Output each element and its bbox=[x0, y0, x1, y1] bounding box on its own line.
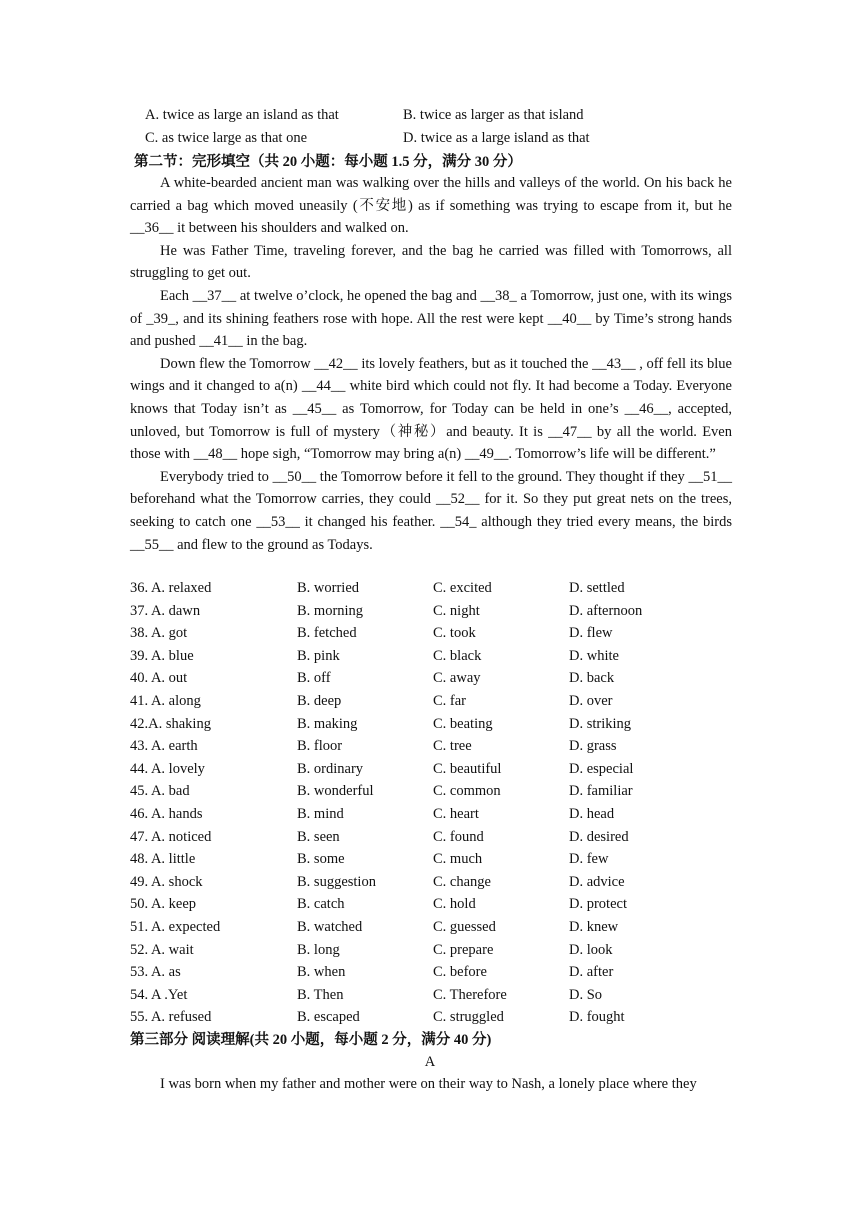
option-choice: D. look bbox=[569, 941, 613, 958]
option-choice: B. mind bbox=[297, 805, 344, 822]
option-choice: B. long bbox=[297, 941, 340, 958]
option-row bbox=[130, 622, 740, 645]
option-choice: D. back bbox=[569, 670, 615, 687]
option-row bbox=[130, 916, 740, 939]
prev-option-c: C. as twice large as that one bbox=[145, 130, 307, 146]
option-row bbox=[130, 577, 740, 600]
option-row bbox=[130, 848, 740, 871]
option-choice: D. after bbox=[569, 964, 614, 981]
option-choice: B. suggestion bbox=[297, 873, 376, 890]
option-choice: C. took bbox=[433, 625, 476, 642]
option-choice: C. hold bbox=[433, 896, 476, 913]
option-choice: C. far bbox=[433, 692, 467, 709]
option-row bbox=[130, 645, 740, 668]
option-choice: D. knew bbox=[569, 918, 619, 935]
passage-paragraph: Down flew the Tomorrow __42__ its lovely feathers, but as it touched the __43__ , off fell its blue wings and it changed to a(n) __44__ white bird which could not fly. It had become a Today. Everyone knows that Today isn’t as __45__ as Tomorrow, for Today can be held in one’s __46__, accepted, unloved, but Tomorrow is full of mystery（神秘）and beauty. It is __47__ by all the world. Even those with __48__ hope sigh, “Tomorrow may bring a(n) __49__. Tomorrow’s life will be different.” bbox=[130, 355, 732, 463]
option-choice: C. beating bbox=[433, 715, 493, 732]
option-choice: 45. A. bad bbox=[130, 783, 190, 800]
option-choice: D. So bbox=[569, 986, 603, 1003]
answer-options-list bbox=[130, 577, 740, 1029]
option-choice: 44. A. lovely bbox=[130, 760, 205, 777]
option-choice: B. Then bbox=[297, 986, 344, 1003]
option-row bbox=[130, 893, 740, 916]
option-choice: C. beautiful bbox=[433, 760, 502, 777]
option-choice: B. when bbox=[297, 964, 346, 981]
option-choice: C. prepare bbox=[433, 941, 494, 958]
option-choice: C. change bbox=[433, 873, 491, 890]
option-choice: 47. A. noticed bbox=[130, 828, 212, 845]
option-choice: C. excited bbox=[433, 580, 492, 596]
option-choice: 52. A. wait bbox=[130, 941, 194, 958]
option-choice: 37. A. dawn bbox=[130, 602, 201, 619]
option-row bbox=[130, 600, 740, 623]
option-choice: D. grass bbox=[569, 738, 617, 755]
option-choice: C. guessed bbox=[433, 918, 496, 935]
option-row bbox=[130, 735, 740, 758]
option-choice: D. desired bbox=[569, 828, 629, 845]
option-choice: D. white bbox=[569, 647, 619, 664]
option-choice: D. protect bbox=[569, 896, 627, 913]
option-choice: 48. A. little bbox=[130, 851, 196, 868]
option-choice: 55. A. refused bbox=[130, 1009, 212, 1026]
option-choice: 51. A. expected bbox=[130, 918, 221, 935]
option-row bbox=[130, 984, 740, 1007]
option-choice: B. ordinary bbox=[297, 760, 364, 777]
option-choice: C. much bbox=[433, 851, 483, 868]
option-choice: C. black bbox=[433, 647, 482, 664]
cloze-passage bbox=[130, 172, 732, 556]
option-choice: 41. A. along bbox=[130, 692, 201, 709]
option-choice: B. morning bbox=[297, 602, 364, 619]
option-choice: D. head bbox=[569, 805, 615, 822]
option-choice: D. few bbox=[569, 851, 609, 868]
option-choice: 40. A. out bbox=[130, 670, 188, 687]
reading-first-line: I was born when my father and mother were on their way to Nash, a lonely place where they bbox=[160, 1076, 697, 1092]
option-choice: C. tree bbox=[433, 738, 472, 755]
option-row bbox=[130, 713, 740, 736]
option-choice: B. catch bbox=[297, 896, 345, 913]
passage-paragraph: He was Father Time, traveling forever, and the bag he carried was filled with Tomorrows, all struggling to get out. bbox=[130, 242, 732, 282]
option-row bbox=[130, 780, 740, 803]
option-choice: B. escaped bbox=[297, 1009, 360, 1026]
passage-paragraph: Each __37__ at twelve o’clock, he opened the bag and __38_ a Tomorrow, just one, with its wings of _39_, and its shining feathers rose with hope. All the rest were kept __40__ by Time’s strong hands and pushed __41__ in the bag. bbox=[130, 287, 732, 350]
option-choice: 50. A. keep bbox=[130, 896, 197, 913]
option-row bbox=[130, 667, 740, 690]
option-choice: 39. A. blue bbox=[130, 647, 194, 664]
option-row bbox=[130, 961, 740, 984]
option-choice: B. pink bbox=[297, 647, 340, 664]
option-row bbox=[130, 758, 740, 781]
option-choice: 49. A. shock bbox=[130, 873, 203, 890]
option-choice: D. especial bbox=[569, 760, 634, 777]
option-choice: B. some bbox=[297, 851, 345, 868]
reading-passage-label: A bbox=[424, 1054, 436, 1070]
option-choice: D. familiar bbox=[569, 783, 633, 800]
option-choice: D. fought bbox=[569, 1009, 625, 1026]
passage-paragraph: Everybody tried to __50__ the Tomorrow before it fell to the ground. They thought if they __51__ beforehand what the Tomorrow carries, they could __52__ for it. So they put great nets on the trees, seeking to catch one __53__ it changed his feather. __54_ although they tried every means, the birds __55__ and flew to the ground as Todays. bbox=[130, 468, 732, 553]
option-choice: C. common bbox=[433, 783, 501, 800]
option-choice: 54. A .Yet bbox=[130, 986, 188, 1003]
prev-option-b: B. twice as larger as that island bbox=[403, 107, 584, 123]
option-choice: B. making bbox=[297, 715, 358, 732]
option-choice: B. off bbox=[297, 670, 331, 687]
passage-paragraph: A white-bearded ancient man was walking over the hills and valleys of the world. On his back he carried a bag which moved uneasily (不安地) as if something was trying to escape from it, but he __36__ it between his shoulders and walked on. bbox=[130, 175, 732, 237]
option-choice: C. heart bbox=[433, 805, 479, 822]
option-choice: B. worried bbox=[297, 580, 360, 596]
option-row bbox=[130, 939, 740, 962]
option-choice: D. advice bbox=[569, 873, 625, 890]
option-choice: C. found bbox=[433, 828, 484, 845]
option-choice: B. fetched bbox=[297, 625, 357, 642]
option-choice: 43. A. earth bbox=[130, 738, 198, 755]
option-choice: 38. A. got bbox=[130, 625, 188, 642]
option-row bbox=[130, 803, 740, 826]
option-row bbox=[130, 1006, 740, 1029]
option-choice: B. seen bbox=[297, 828, 340, 845]
option-row bbox=[130, 871, 740, 894]
option-choice: C. away bbox=[433, 670, 481, 687]
option-choice: D. over bbox=[569, 692, 613, 709]
option-choice: D. settled bbox=[569, 580, 625, 596]
section2-heading: 第二节：完形填空（共 20 小题：每小题 1.5 分，满分 30 分） bbox=[134, 154, 522, 170]
option-choice: B. floor bbox=[297, 738, 343, 755]
option-choice: B. deep bbox=[297, 692, 342, 709]
option-choice: C. struggled bbox=[433, 1009, 504, 1026]
option-choice: 36. A. relaxed bbox=[130, 580, 212, 596]
prev-option-a: A. twice as large an island as that bbox=[145, 107, 339, 123]
option-choice: D. striking bbox=[569, 715, 632, 732]
option-choice: 53. A. as bbox=[130, 964, 181, 981]
option-row bbox=[130, 690, 740, 713]
option-choice: C. Therefore bbox=[433, 986, 507, 1003]
option-row bbox=[130, 826, 740, 849]
option-choice: C. before bbox=[433, 964, 487, 981]
option-choice: 46. A. hands bbox=[130, 805, 203, 822]
part3-heading: 第三部分 阅读理解(共 20 小题，每小题 2 分，满分 40 分) bbox=[130, 1032, 492, 1048]
prev-option-d: D. twice as a large island as that bbox=[403, 130, 590, 146]
option-choice: 42.A. shaking bbox=[130, 715, 211, 732]
option-choice: C. night bbox=[433, 602, 480, 619]
option-choice: D. afternoon bbox=[569, 602, 643, 619]
option-choice: B. watched bbox=[297, 918, 363, 935]
option-choice: B. wonderful bbox=[297, 783, 374, 800]
option-choice: D. flew bbox=[569, 625, 613, 642]
